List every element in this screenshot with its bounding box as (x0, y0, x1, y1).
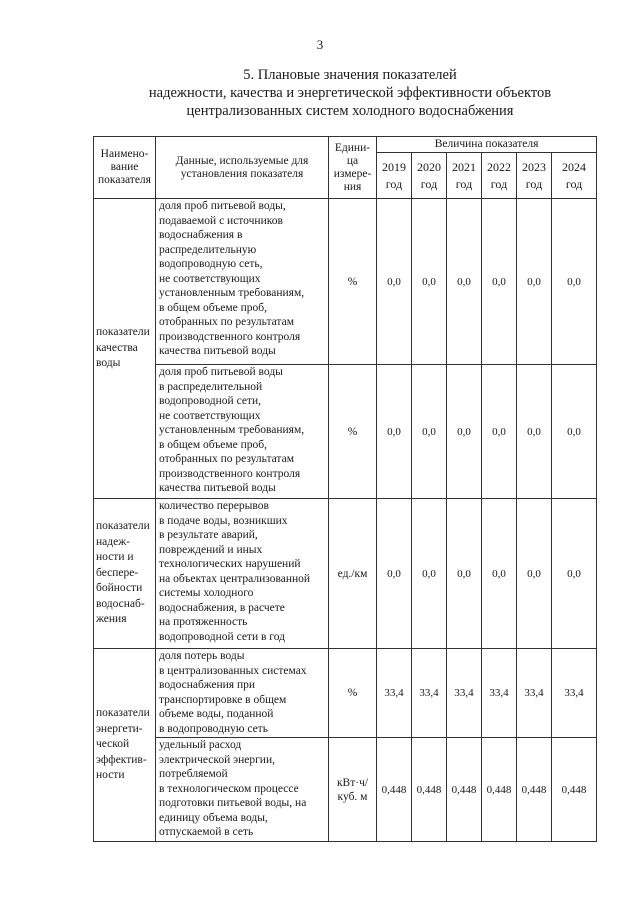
title-line-3: централизованных систем холодного водоснабжения (186, 103, 514, 119)
document-title (60, 66, 640, 120)
value-cell: 0,0 (377, 365, 412, 499)
value-cell: 0,448 (412, 738, 447, 842)
header-year-2020: 2020 год (412, 153, 447, 199)
header-year-2019: 2019 год (377, 153, 412, 199)
indicator-unit: кВт·ч/ куб. м (329, 738, 377, 842)
indicator-unit: ед./км (329, 499, 377, 649)
value-cell: 0,0 (517, 499, 552, 649)
indicator-unit: % (329, 365, 377, 499)
indicator-unit: % (329, 649, 377, 738)
value-cell: 0,0 (447, 199, 482, 365)
value-cell: 0,0 (482, 199, 517, 365)
header-year-2022: 2022 год (482, 153, 517, 199)
value-cell: 33,4 (517, 649, 552, 738)
value-cell: 33,4 (412, 649, 447, 738)
page-number: 3 (316, 37, 324, 52)
indicator-description: количество перерывов в подаче воды, возникших в результате аварий, повреждений и иных технологических нарушений на объектах централизованной системы холодного водоснабжения, в расчете на протяженность водопроводной сети в год (156, 499, 329, 649)
header-year-2021: 2021 год (447, 153, 482, 199)
indicator-description: удельный расход электрической энергии, потребляемой в технологическом процессе подготовки питьевой воды, на единицу объема воды, отпускаемой в сеть (156, 738, 329, 842)
table-row (94, 649, 597, 738)
value-cell: 0,0 (447, 365, 482, 499)
value-cell: 33,4 (552, 649, 597, 738)
indicators-table (93, 136, 597, 842)
value-cell: 0,0 (377, 199, 412, 365)
header-unit: Едини- ца измере- ния (329, 137, 377, 199)
value-cell: 33,4 (447, 649, 482, 738)
value-cell: 0,448 (377, 738, 412, 842)
title-line-1: 5. Плановые значения показателей (243, 67, 457, 83)
value-cell: 0,448 (517, 738, 552, 842)
value-cell: 0,0 (482, 365, 517, 499)
indicator-description: доля проб питьевой воды в распределительной водопроводной сети, не соответствующих установленным требованиям, в общем объеме проб, отобранных по результатам производственного контроля качества питьевой воды (156, 365, 329, 499)
indicator-unit: % (329, 199, 377, 365)
title-line-2: надежности, качества и энергетической эффективности объектов (148, 85, 552, 101)
table-row (94, 738, 597, 842)
value-cell: 0,0 (377, 499, 412, 649)
group-water-quality: показатели качества воды (94, 199, 156, 499)
value-cell: 0,448 (447, 738, 482, 842)
header-data-used: Данные, используемые для установления показателя (156, 137, 329, 199)
value-cell: 0,0 (552, 365, 597, 499)
table-row (94, 365, 597, 499)
value-cell: 0,448 (482, 738, 517, 842)
indicator-description: доля проб питьевой воды, подаваемой с источников водоснабжения в распределительную водопроводную сеть, не соответствующих установленным требованиям, в общем объеме проб, отобранных по результатам производственного контроля качества питьевой воды (156, 199, 329, 365)
table-row (94, 499, 597, 649)
indicator-description: доля потерь воды в централизованных системах водоснабжения при транспортировке в общем объеме воды, поданной в водопроводную сеть (156, 649, 329, 738)
table-row (94, 199, 597, 365)
value-cell: 0,0 (552, 499, 597, 649)
value-cell: 0,0 (552, 199, 597, 365)
header-year-2023: 2023 год (517, 153, 552, 199)
header-year-2024: 2024 год (552, 153, 597, 199)
value-cell: 0,0 (517, 199, 552, 365)
header-indicator-name: Наимено- вание показателя (94, 137, 156, 199)
value-cell: 0,0 (412, 199, 447, 365)
value-cell: 0,448 (552, 738, 597, 842)
value-cell: 0,0 (412, 499, 447, 649)
value-cell: 0,0 (517, 365, 552, 499)
value-cell: 0,0 (447, 499, 482, 649)
value-cell: 33,4 (482, 649, 517, 738)
value-cell: 0,0 (412, 365, 447, 499)
value-cell: 33,4 (377, 649, 412, 738)
group-energy-efficiency: показатели энергети- ческой эффектив- ности (94, 649, 156, 842)
header-indicator-value: Величина показателя (377, 137, 597, 153)
value-cell: 0,0 (482, 499, 517, 649)
group-reliability: показатели надеж- ности и беспере- бойности водоснаб- жения (94, 499, 156, 649)
